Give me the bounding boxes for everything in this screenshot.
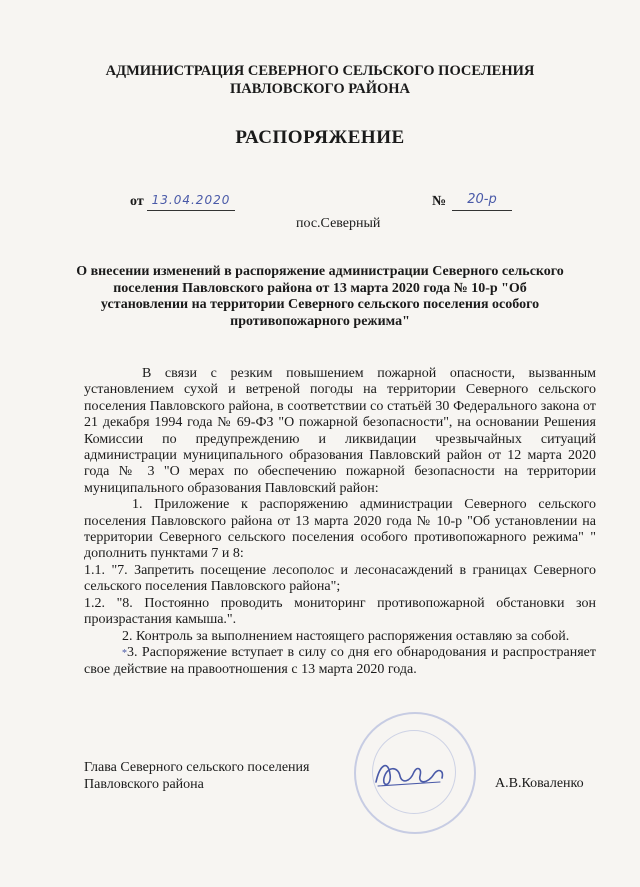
settlement-name: пос.Северный bbox=[296, 216, 381, 231]
document-subject: О внесении изменений в распоряжение администрации Северного сельского поселения Павловского района от 13 марта 2020 года № 10-р "Об установлении на территории Северного сельского поселения особого противопожарного режима" bbox=[76, 264, 564, 329]
item-3-text: 3. Распоряжение вступает в силу со дня его обнародования и распространяет свое действие на правоотношения с 13 марта 2020 года. bbox=[84, 644, 596, 678]
document-body bbox=[84, 366, 596, 679]
header-line-2: ПАВЛОВСКОГО РАЙОНА bbox=[229, 81, 411, 97]
item-1-1-paragraph: 1.1. "7. Запретить посещение лесополос и лесонасаждений в границах Северного сельского поселения Павловского района"; bbox=[84, 562, 596, 595]
item-2-paragraph: 2. Контроль за выполнением настоящего распоряжения оставляю за собой. bbox=[122, 628, 570, 644]
signatory-position-line-2: Павловского района bbox=[84, 776, 204, 792]
document-title: РАСПОРЯЖЕНИЕ bbox=[235, 127, 405, 148]
header-line-1: АДМИНИСТРАЦИЯ СЕВЕРНОГО СЕЛЬСКОГО ПОСЕЛЕНИЯ bbox=[105, 63, 535, 79]
signatory-name: А.В.Коваленко bbox=[495, 776, 584, 791]
pen-mark: * bbox=[122, 647, 127, 659]
number-label: № bbox=[432, 194, 447, 209]
date-label: от bbox=[130, 194, 144, 209]
organization-header bbox=[60, 62, 580, 98]
item-1-paragraph: 1. Приложение к распоряжению администрации Северного сельского поселения Павловского района от 13 марта 2020 года № 10-р "Об установлении на территории Северного сельского поселения особого противопожарного режима" " дополнить пунктами 7 и 8: bbox=[84, 497, 596, 562]
handwritten-signature bbox=[370, 752, 450, 796]
preamble-paragraph: В связи с резким повышением пожарной опасности, вызванным установлением сухой и ветреной погоды на территории Северного сельского поселения Павловского района, в соответствии со статьёй 30 Федерального закона от 21 декабря 1994 года № 69-ФЗ "О пожарной безопасности", на основании Решения Комиссии по предупреждению и ликвидации чрезвычайных ситуаций администрации муниципального образования Павловский район от 12 марта 2020 года № 3 "О мерах по обеспечению пожарной безопасности на территории муниципального образования Павловский район: bbox=[84, 366, 596, 496]
signatory-position bbox=[84, 760, 309, 793]
number-value: 20-р bbox=[452, 190, 512, 211]
signatory-position-line-1: Глава Северного сельского поселения bbox=[84, 760, 310, 775]
item-3-paragraph bbox=[84, 645, 596, 679]
date-value: 13.04.2020 bbox=[147, 190, 235, 211]
item-1-2-paragraph: 1.2. "8. Постоянно проводить мониторинг противопожарной обстановки зон произрастания камыша.". bbox=[84, 595, 596, 628]
